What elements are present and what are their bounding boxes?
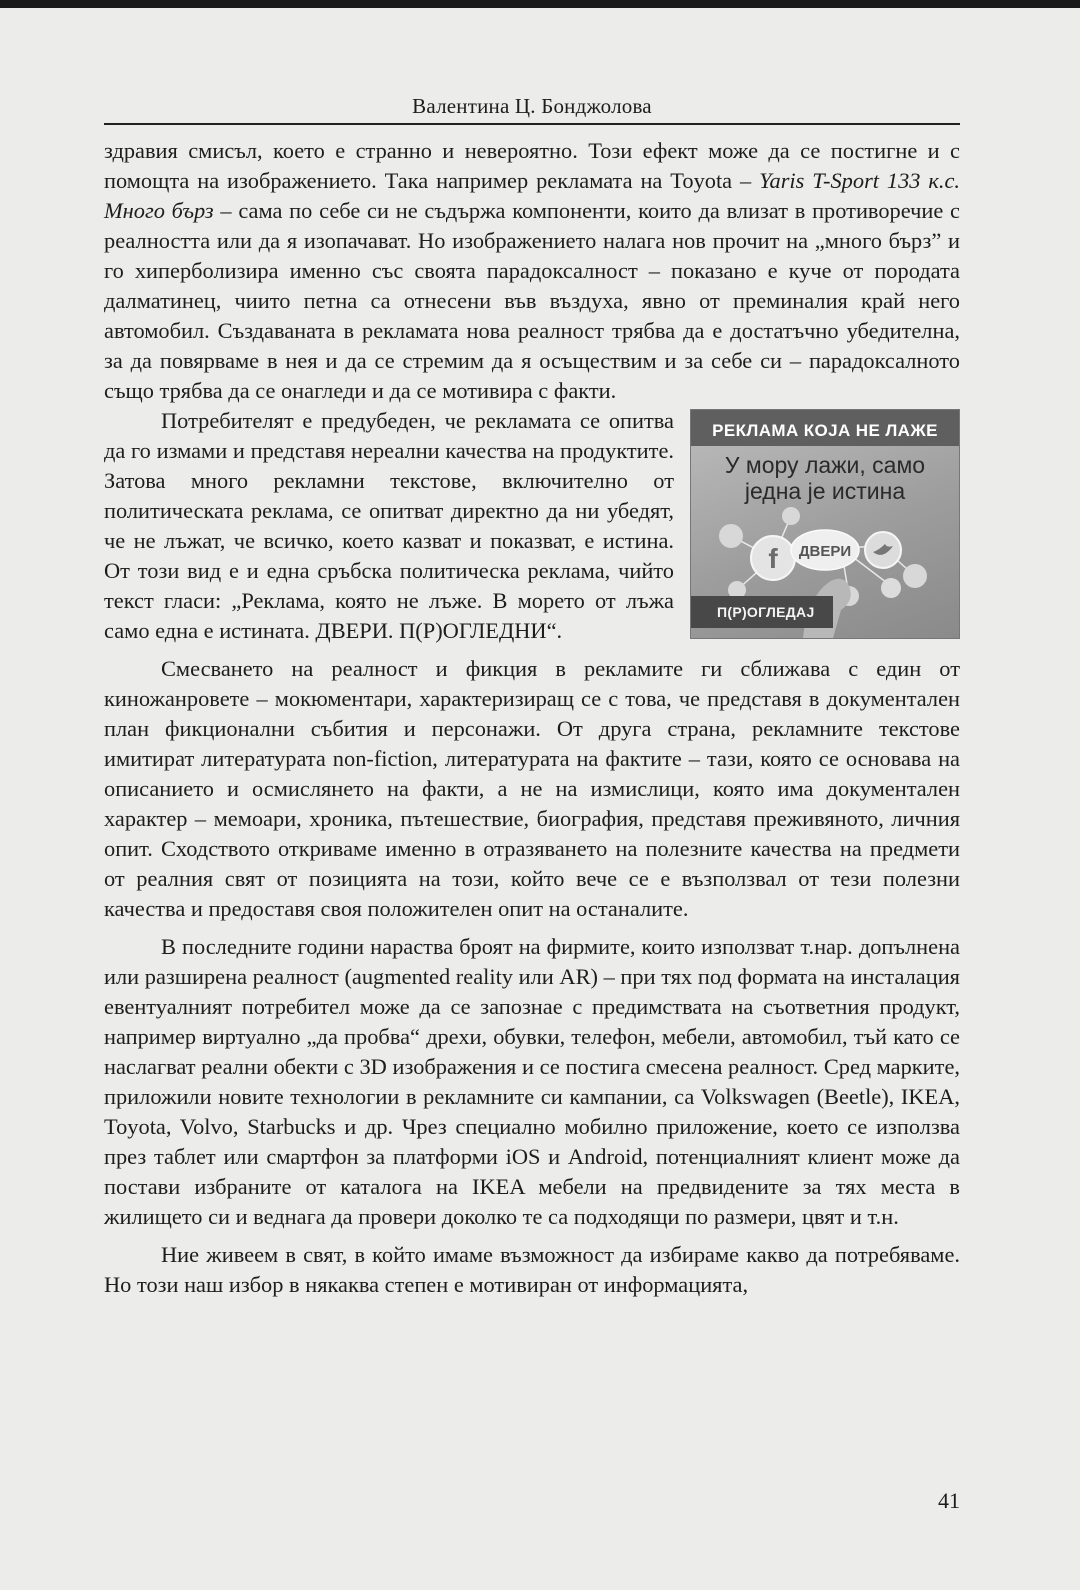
page-number: 41 [938,1488,960,1513]
figure-slogan-line-2: једна је истина [744,478,906,504]
figure-title: РЕКЛАМА КОЈА НЕ ЛАЖЕ [712,421,938,440]
figure-slogan-line-1: У мору лажи, само [724,452,926,478]
rss-bubble [903,564,927,588]
paragraph-1: здравия смисъл, което е странно и невероятно. Този ефект може да се постигне и с помощта на изображението. Така например рекламата на Toyota – Yaris T-Sport 133 к.с. Много бърз – сама по себе си не съдържа компоненти, които да влизат в противоречие с реалността или да я изопачават. Но изображението налага нов прочит на „много бърз” и го хиперболизира именно със своята парадоксалност – показано е куче от породата далматинец, чиито петна са отнесени във въздуха, явно от преминалия край него автомобил. Създаваната в рекламата нова реалност трябва да е достатъчно убедителна, за да повярваме в нея и да се стремим да я осъществим и за себе си – парадоксалното също трябва да се онагледи и да се мотивира с факти. [104,138,960,403]
social-bubble [782,507,800,525]
social-bubble [881,578,901,598]
figure-tag-progledaj: П(Р)ОГЛЕДАЈ [691,596,833,628]
paragraph-3: Смесването на реалност и фикция в рекламите ги сближава с един от киножанровете – мокюментари, характеризиращ се с това, че представя в документален план фикционални събития и персонажи. От друга страна, рекламните текстове имитират литературата non-fiction, литературата на фактите – тази, която се основава на описанието и осмислянето на факти, а не на измислици, която има документален характер – мемоари, хроника, пътешествие, биография, представя преживяното, личния опит. Сходството откриваме именно в отразяването на полезните качества на предмети от реалния свят от позицията на този, който вече се е възползвал от тези полезни качества и предоставя своя положителен опит на останалите. [104,656,960,921]
paragraph-4: В последните години нараства броят на фирмите, които използват т.нар. допълнена или разширена реалност (augmented reality или AR) – при тях под формата на инсталация евентуалният потребител може да се запознае с предимствата на съответния продукт, например виртуално „да пробва“ дрехи, обувки, телефон, мебели, автомобил, тъй като се наслагват реални обекти с 3D изображения и се постига смесена реалност. Сред марките, приложили новите технологии в рекламните си кампании, са Volkswagen (Beetle), IKEA, Toyota, Volvo, Starbucks и др. Чрез специално мобилно приложение, което се използва през таблет или смартфон за платформи iOS и Android, потенциалният клиент може да постави избраните от каталога на IKEA мебели на предвидените за тях места в жилището си и веднага да провери доколко те са подходящи по размери, цвят и т.н. [104,934,960,1229]
scan-top-edge [0,0,1080,8]
paragraph-5: Ние живеем в свят, в който имаме възможност да избираме какво да потребяваме. Но този наш избор в някаква степен е мотивиран от информацията, [104,1242,960,1297]
running-head: Валентина Ц. Бонджолова [412,94,652,118]
social-bubble [719,524,743,548]
dveri-sign-label: ДВЕРИ [798,543,852,560]
serbian-ad-figure [690,409,960,639]
paragraph-2: Потребителят е предубеден, че рекламата се опитва да го измами и представя нереални качества на продуктите. Затова много рекламни текстове, включително от политическата реклама, се опитват директно да ни убедят, че не лъжат, че всичко, което казват и показват, е истина. От този вид е и една сръбска политическа реклама, чийто текст гласи: „Реклама, която не лъже. В морето от лъжа само една е истината. ДВЕРИ. П(Р)ОГЛЕДНИ“. [104,408,674,643]
body-text [104,136,960,1300]
toyota-slogan: Yaris T-Sport 133 к.с. Много бърз [104,168,960,223]
svg-text:f: f [768,543,778,574]
header-rule [104,123,960,125]
